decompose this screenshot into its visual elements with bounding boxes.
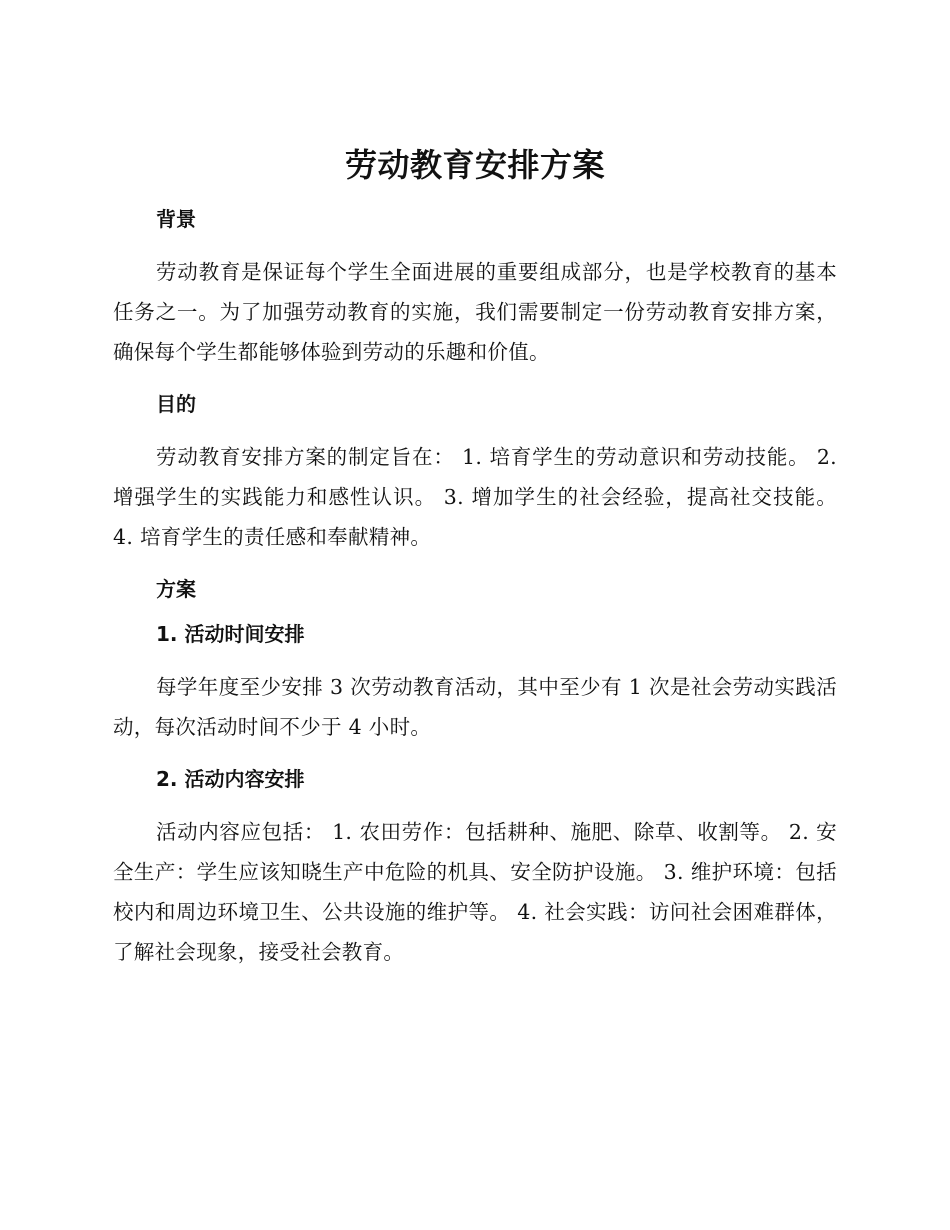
time-arrangement-paragraph: 每学年度至少安排 3 次劳动教育活动，其中至少有 1 次是社会劳动实践活动，每次活动时间不少于 4 小时。 (113, 675, 837, 740)
purpose-paragraph: 劳动教育安排方案的制定旨在： 1. 培育学生的劳动意识和劳动技能。 2. 增强学生的实践能力和感性认识。 3. 增加学生的社会经验，提高社交技能。 4. 培育学生的责任感和奉献精神。 (113, 445, 837, 550)
subsection-heading-content-arrangement: 2. 活动内容安排 (156, 767, 305, 792)
background-paragraph: 劳动教育是保证每个学生全面进展的重要组成部分，也是学校教育的基本任务之一。为了加强劳动教育的实施，我们需要制定一份劳动教育安排方案，确保每个学生都能够体验到劳动的乐趣和价值。 (113, 260, 837, 365)
section-heading-purpose: 目的 (156, 392, 196, 417)
document-content (113, 148, 837, 992)
content-arrangement-paragraph: 活动内容应包括： 1. 农田劳作：包括耕种、施肥、除草、收割等。 2. 安全生产：学生应该知晓生产中危险的机具、安全防护设施。 3. 维护环境：包括校内和周边环境卫生、公共设施的维护等。 4. 社会实践：访问社会困难群体，了解社会现象，接受社会教育。 (113, 820, 837, 965)
section-heading-plan: 方案 (156, 577, 196, 602)
section-heading-background: 背景 (156, 207, 196, 232)
page-title: 劳动教育安排方案 (344, 146, 605, 184)
subsection-heading-time-arrangement: 1. 活动时间安排 (156, 622, 305, 647)
